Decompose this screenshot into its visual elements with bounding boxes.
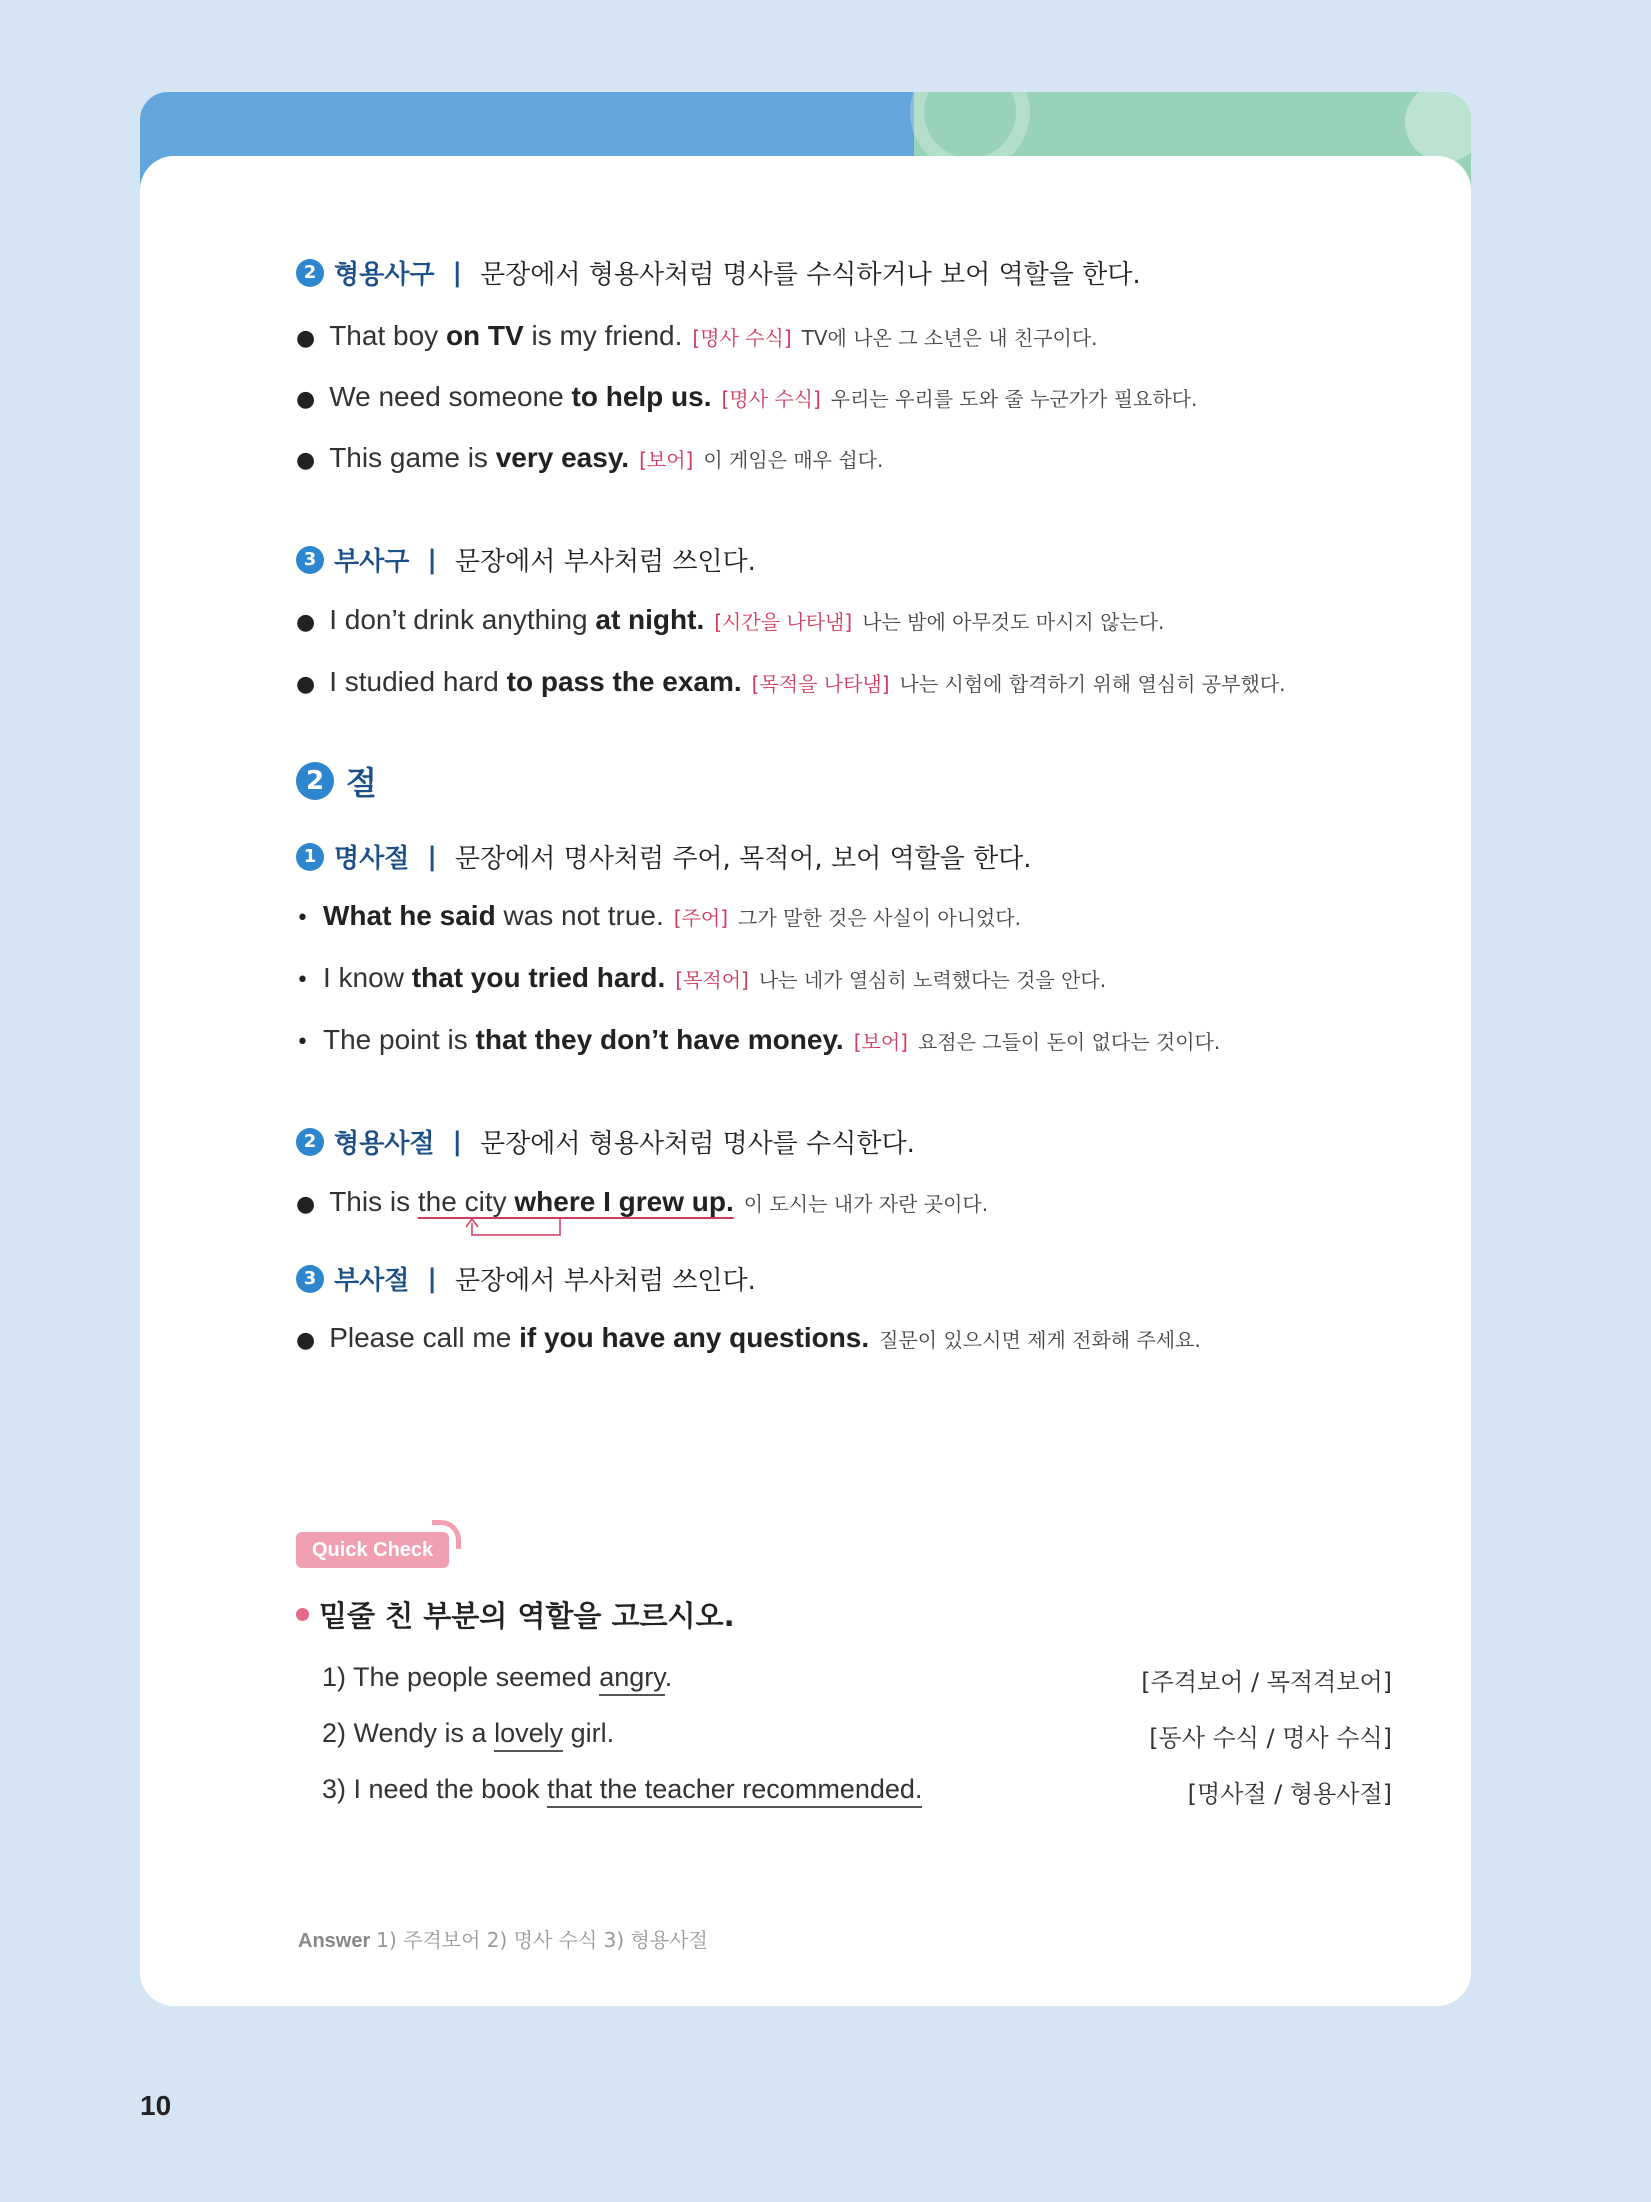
korean-translation: 이 도시는 내가 자란 곳이다.	[743, 1192, 989, 1216]
bullet-icon: •	[296, 1030, 309, 1055]
example-line	[296, 962, 1106, 994]
term: 형용사절	[334, 1129, 435, 1159]
description: 문장에서 형용사처럼 명사를 수식하거나 보어 역할을 한다.	[479, 260, 1141, 290]
role-tag: [보어]	[639, 448, 694, 472]
adverb-clause-heading	[296, 1260, 756, 1297]
korean-translation: 요점은 그들이 돈이 없다는 것이다.	[917, 1030, 1221, 1054]
english-sentence: I know that you tried hard.	[322, 962, 666, 993]
section-heading	[296, 758, 377, 804]
english-sentence: I don’t drink anything at night.	[329, 604, 705, 635]
term: 명사절	[334, 844, 410, 874]
example-line	[296, 442, 883, 474]
english-sentence: I studied hard to pass the exam.	[329, 666, 742, 697]
english-sentence: This is the city where I grew up.	[329, 1186, 734, 1217]
adjective-clause-heading	[296, 1123, 915, 1160]
number-badge: 3	[296, 1265, 324, 1293]
term: 부사절	[334, 1266, 410, 1296]
quiz-sentence: 2) Wendy is a lovely girl.	[322, 1718, 614, 1753]
term: 형용사구	[334, 260, 435, 290]
role-tag: [목적어]	[675, 968, 749, 992]
english-sentence: That boy on TV is my friend.	[329, 320, 683, 351]
noun-clause-heading	[296, 838, 1032, 875]
page-number: 10	[140, 2090, 172, 2121]
description: 문장에서 형용사처럼 명사를 수식한다.	[479, 1129, 915, 1159]
english-sentence: Please call me if you have any questions.	[329, 1322, 870, 1353]
adverb-phrase-heading	[296, 541, 756, 578]
korean-translation: 나는 시험에 합격하기 위해 열심히 공부했다.	[899, 672, 1286, 696]
role-tag: [명사 수식]	[721, 387, 821, 411]
term: 부사구	[334, 547, 410, 577]
english-sentence: We need someone to help us.	[329, 381, 712, 412]
korean-translation: 우리는 우리를 도와 줄 누군가가 필요하다.	[830, 387, 1198, 411]
example-line	[296, 1322, 1201, 1354]
korean-translation: 나는 네가 열심히 노력했다는 것을 안다.	[758, 968, 1107, 992]
number-badge: 3	[296, 546, 324, 574]
english-sentence: What he said was not true.	[322, 900, 664, 931]
example-line	[296, 666, 1285, 698]
bullet-icon	[296, 1608, 309, 1621]
bullet-icon: •	[296, 968, 309, 993]
divider: |	[427, 544, 437, 575]
role-tag: [명사 수식]	[692, 326, 792, 350]
number-badge: 1	[296, 843, 324, 871]
example-line	[296, 604, 1164, 636]
description: 문장에서 명사처럼 주어, 목적어, 보어 역할을 한다.	[454, 844, 1032, 874]
korean-translation: 질문이 있으시면 제게 전화해 주세요.	[879, 1328, 1201, 1352]
bullet-icon: ●	[296, 672, 316, 697]
quiz-options: [주격보어 / 목적격보어]	[1141, 1668, 1392, 1696]
example-line	[296, 1024, 1220, 1056]
english-sentence: This game is very easy.	[329, 442, 630, 473]
quiz-sentence: 1) The people seemed angry.	[322, 1662, 672, 1697]
bullet-icon: ●	[296, 326, 316, 351]
example-line	[296, 320, 1098, 352]
example-line	[296, 1186, 988, 1218]
role-tag: [보어]	[853, 1030, 908, 1054]
section-title: 절	[346, 764, 377, 802]
number-badge: 2	[296, 1128, 324, 1156]
bullet-icon: ●	[296, 387, 316, 412]
role-tag: [목적을 나타냄]	[751, 672, 890, 696]
quick-check-instruction: 밑줄 친 부분의 역할을 고르시오.	[296, 1594, 735, 1635]
number-badge: 2	[296, 259, 324, 287]
korean-translation: 나는 밤에 아무것도 마시지 않는다.	[862, 610, 1165, 634]
bullet-icon: •	[296, 906, 309, 931]
role-tag: [주어]	[673, 906, 729, 930]
bullet-icon: ●	[296, 1192, 316, 1217]
bullet-icon: ●	[296, 610, 316, 635]
quiz-sentence: 3) I need the book that the teacher recommended.	[322, 1774, 922, 1809]
modifying-clause: where I grew up.	[506, 1186, 734, 1217]
quick-check-badge: Quick Check	[296, 1532, 449, 1568]
english-sentence: The point is that they don’t have money.	[322, 1024, 844, 1055]
quiz-item	[322, 1662, 1392, 1697]
adjective-phrase-heading	[296, 254, 1141, 291]
quiz-item	[322, 1718, 1392, 1753]
korean-translation: 그가 말한 것은 사실이 아니었다.	[738, 906, 1021, 930]
divider: |	[452, 257, 462, 288]
example-line	[296, 381, 1197, 413]
quiz-options: [명사절 / 형용사절]	[1187, 1780, 1392, 1808]
divider: |	[427, 1263, 437, 1294]
description: 문장에서 부사처럼 쓰인다.	[454, 1266, 756, 1296]
korean-translation: TV에 나온 그 소년은 내 친구이다.	[801, 326, 1098, 350]
example-line	[296, 900, 1021, 932]
description: 문장에서 부사처럼 쓰인다.	[454, 547, 756, 577]
quiz-item	[322, 1774, 1392, 1809]
section-number-badge: 2	[296, 762, 334, 800]
divider: |	[452, 1126, 462, 1157]
divider: |	[427, 841, 437, 872]
quiz-options: [동사 수식 / 명사 수식]	[1149, 1724, 1392, 1752]
korean-translation: 이 게임은 매우 쉽다.	[703, 448, 884, 472]
modifier-arrow-icon	[466, 1213, 566, 1241]
bullet-icon: ●	[296, 448, 316, 473]
role-tag: [시간을 나타냄]	[714, 610, 853, 634]
bullet-icon: ●	[296, 1328, 316, 1353]
answer-key: Answer 1) 주격보어 2) 명사 수식 3) 형용사절	[298, 1928, 708, 1952]
antecedent-noun: the city	[417, 1186, 507, 1217]
